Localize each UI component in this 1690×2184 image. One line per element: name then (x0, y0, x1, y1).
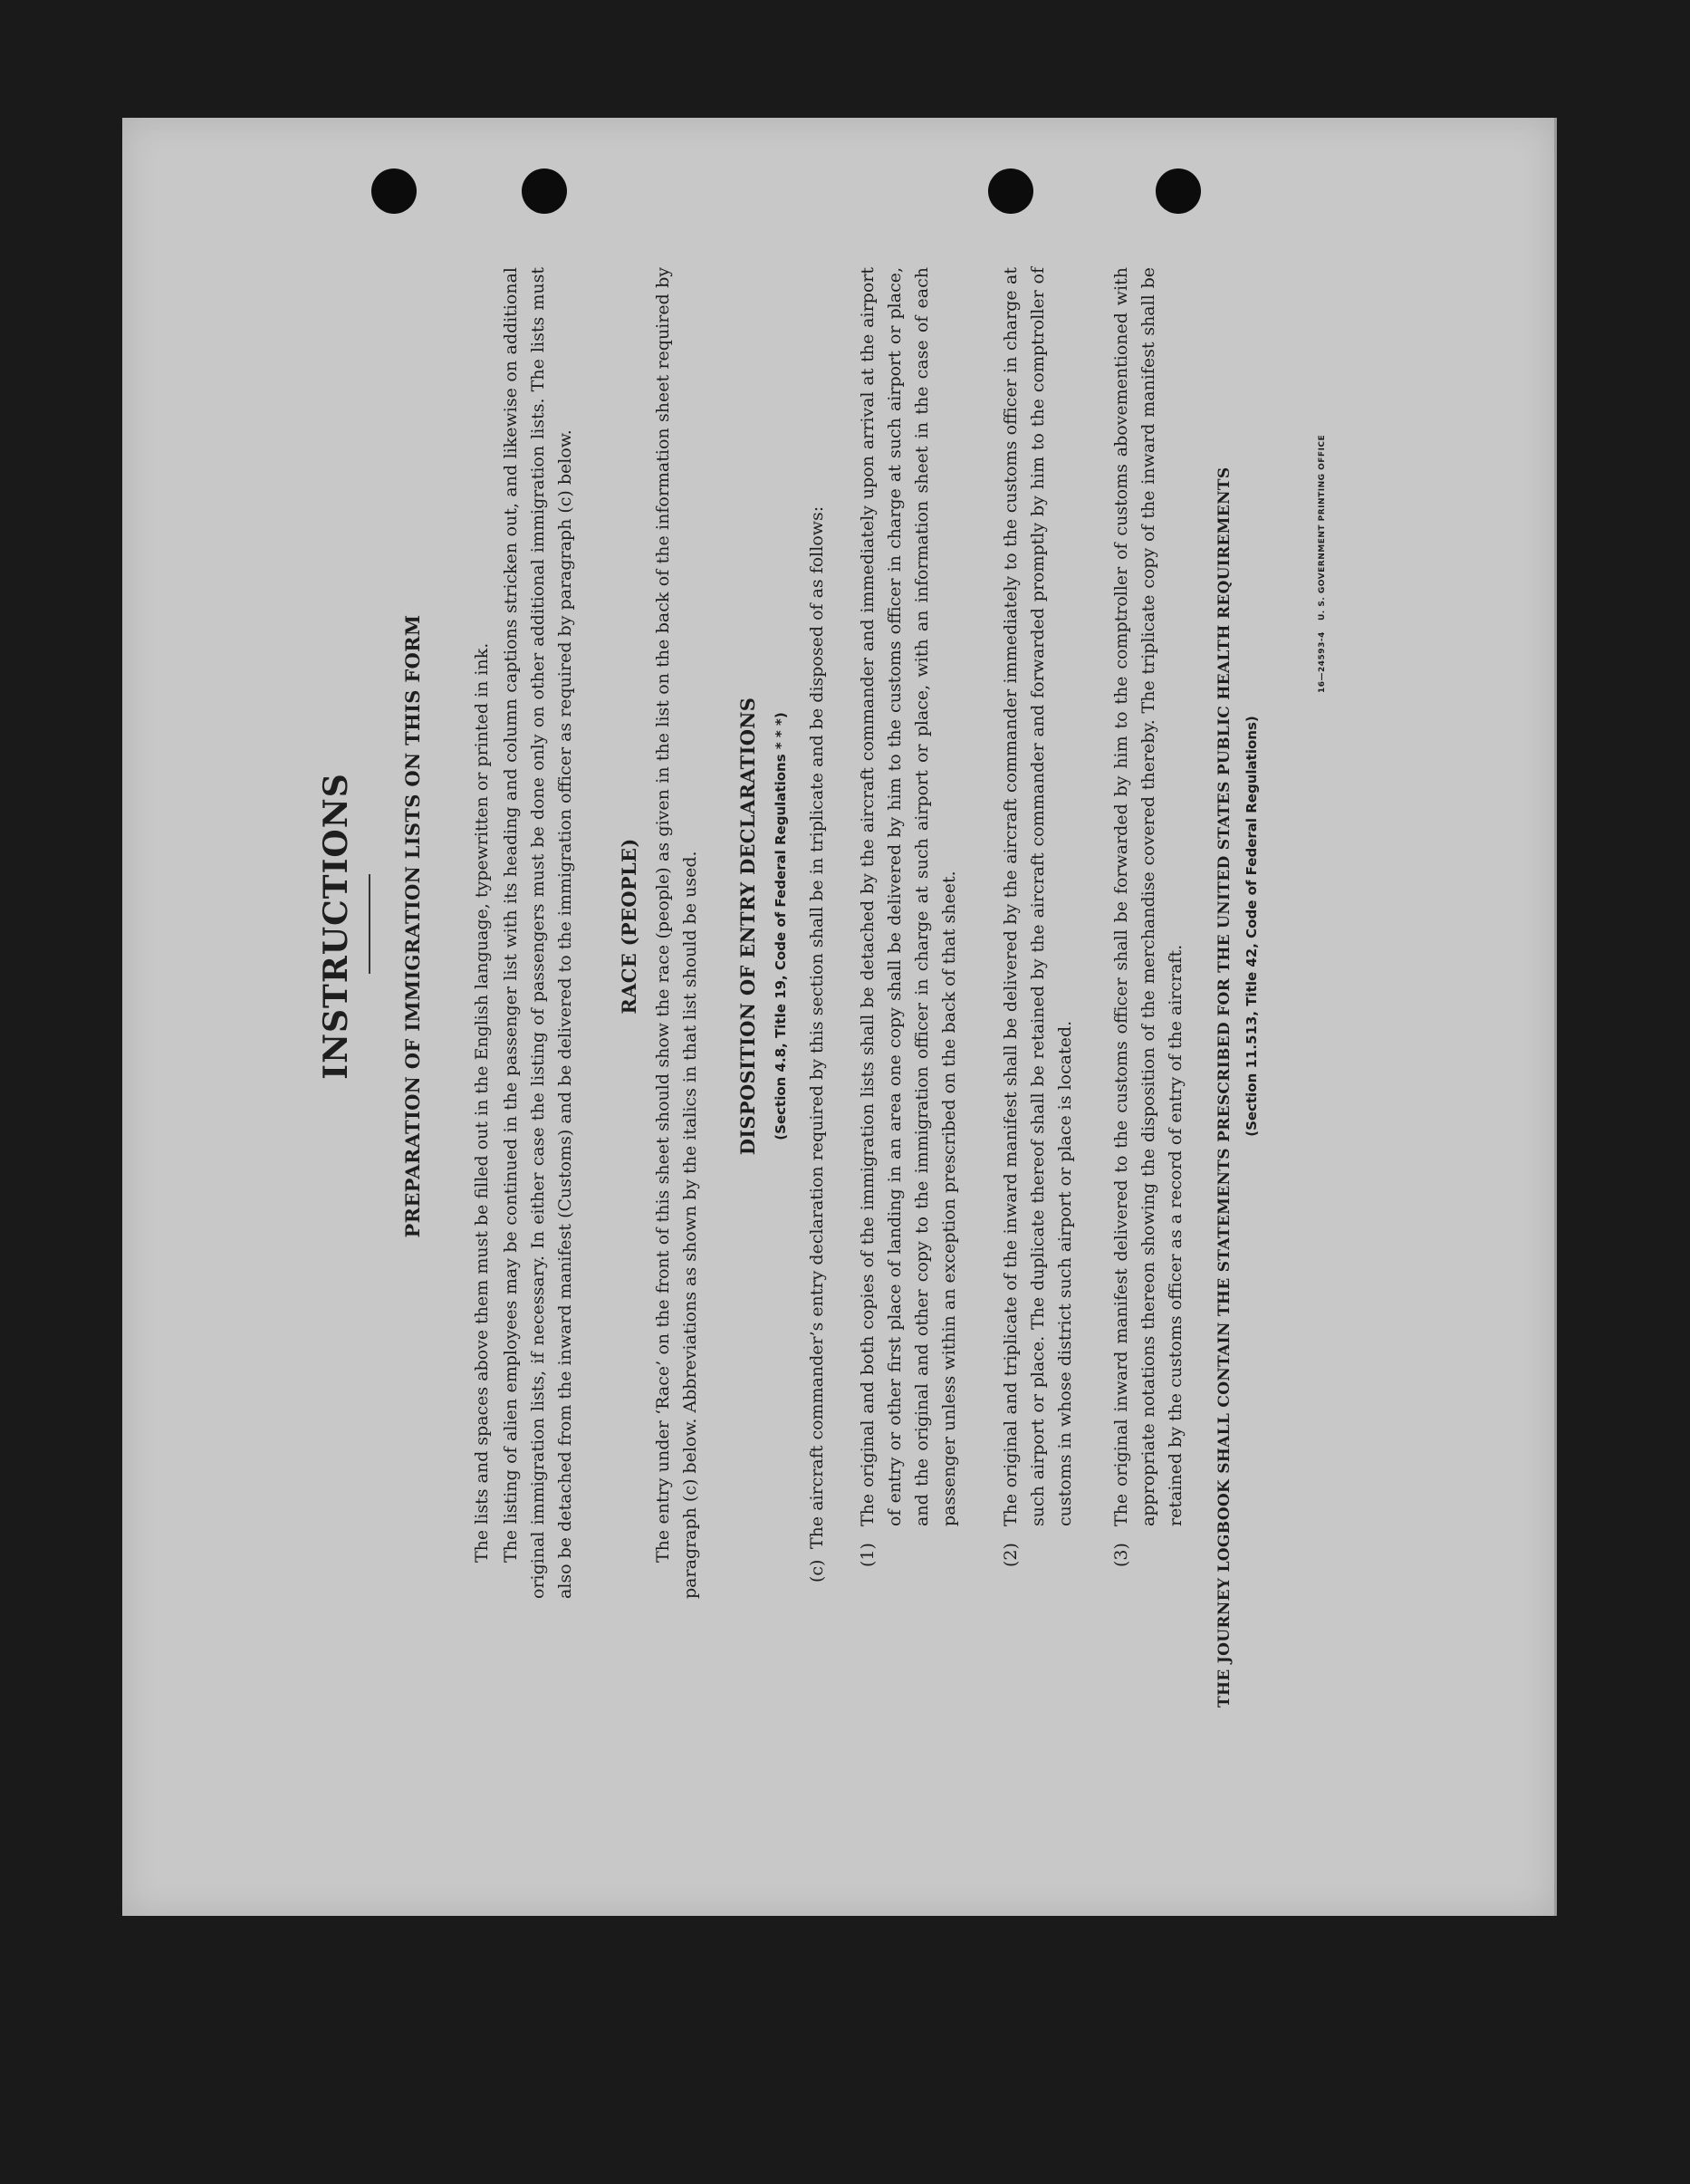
preparation-heading: PREPARATION OF IMMIGRATION LISTS ON THIS FORM (401, 614, 424, 1238)
disposition-item-1: The original and both copies of the immigration lists shall be detached by the aircraft commander and immediately upon arrival at the airport of entry or other first place of landing in an area one copy shall be delivered by him to the customs officer in charge at such airport or place, and the original and other copy to the immigration officer in charge at such airport or place, with an information sheet in the case of each passenger unless within an exception prescribed on the back of that sheet. (858, 267, 959, 1526)
item-number-3: (3) (1111, 1543, 1131, 1567)
race-heading: RACE (PEOPLE) (618, 838, 640, 1015)
item-number-1: (1) (858, 1543, 878, 1567)
race-paragraph: The entry under ‘Race’ on the front of this sheet should show the race (people) as given in the list on the back of the information sheet required by paragraph (c) below. Abbreviations as shown by the italics in that list should be used. (653, 267, 700, 1599)
logbook-statement: THE JOURNEY LOGBOOK SHALL CONTAIN THE STATEMENTS PRESCRIBED FOR THE UNITED STATES PUBLIC HEALTH REQUIREMENTS (1215, 467, 1234, 1708)
disposition-heading: DISPOSITION OF ENTRY DECLARATIONS (736, 697, 759, 1156)
preparation-paragraph-1: The lists and spaces above them must be filled out in the English language, typewritten or printed in ink. (472, 642, 492, 1563)
disposition-citation: (Section 4.8, Title 19, Code of Federal Regulations * * *) (773, 712, 789, 1140)
disposition-intro: The aircraft commander’s entry declaration required by this section shall be in triplicate and be disposed of as follows: (807, 505, 827, 1549)
disposition-item-2: The original and triplicate of the inward manifest shall be delivered by the aircraft commander immediately to the customs officer in charge at such airport or place. The duplicate thereof shall be retained by the aircraft commander and forwarded promptly by him to the comptroller of customs in whose district such airport or place is located. (1001, 267, 1075, 1526)
logbook-citation: (Section 11.513, Title 42, Code of Federal Regulations) (1243, 716, 1260, 1137)
title-underline (369, 874, 370, 974)
intro-label: (c) (807, 1559, 827, 1583)
disposition-item-3: The original inward manifest delivered to the customs officer shall be forwarded by him to the comptroller of customs abovementioned with appropriate notations thereon showing the disposition of the merchandise covered thereby. The triplicate copy of the inward manifest shall be retained by the customs officer as a record of entry of the aircraft. (1111, 267, 1186, 1526)
page-title: INSTRUCTIONS (317, 773, 355, 1080)
preparation-paragraph-2: The listing of alien employees may be continued in the passenger list with its heading and column captions stricken out, and likewise on additional original immigration lists, if necessary. In either case the listing of passengers must be done only on other additional immigration lists. The lists must also be detached from the inward manifest (Customs) and be delivered to the immigration officer as required by paragraph (c) below. (501, 267, 575, 1599)
printer-imprint: U. S. GOVERNMENT PRINTING OFFICE (1318, 434, 1327, 621)
instructions-content (303, 118, 1571, 1735)
item-number-2: (2) (1001, 1543, 1021, 1567)
form-number: 16—24593-4 (1318, 631, 1327, 693)
